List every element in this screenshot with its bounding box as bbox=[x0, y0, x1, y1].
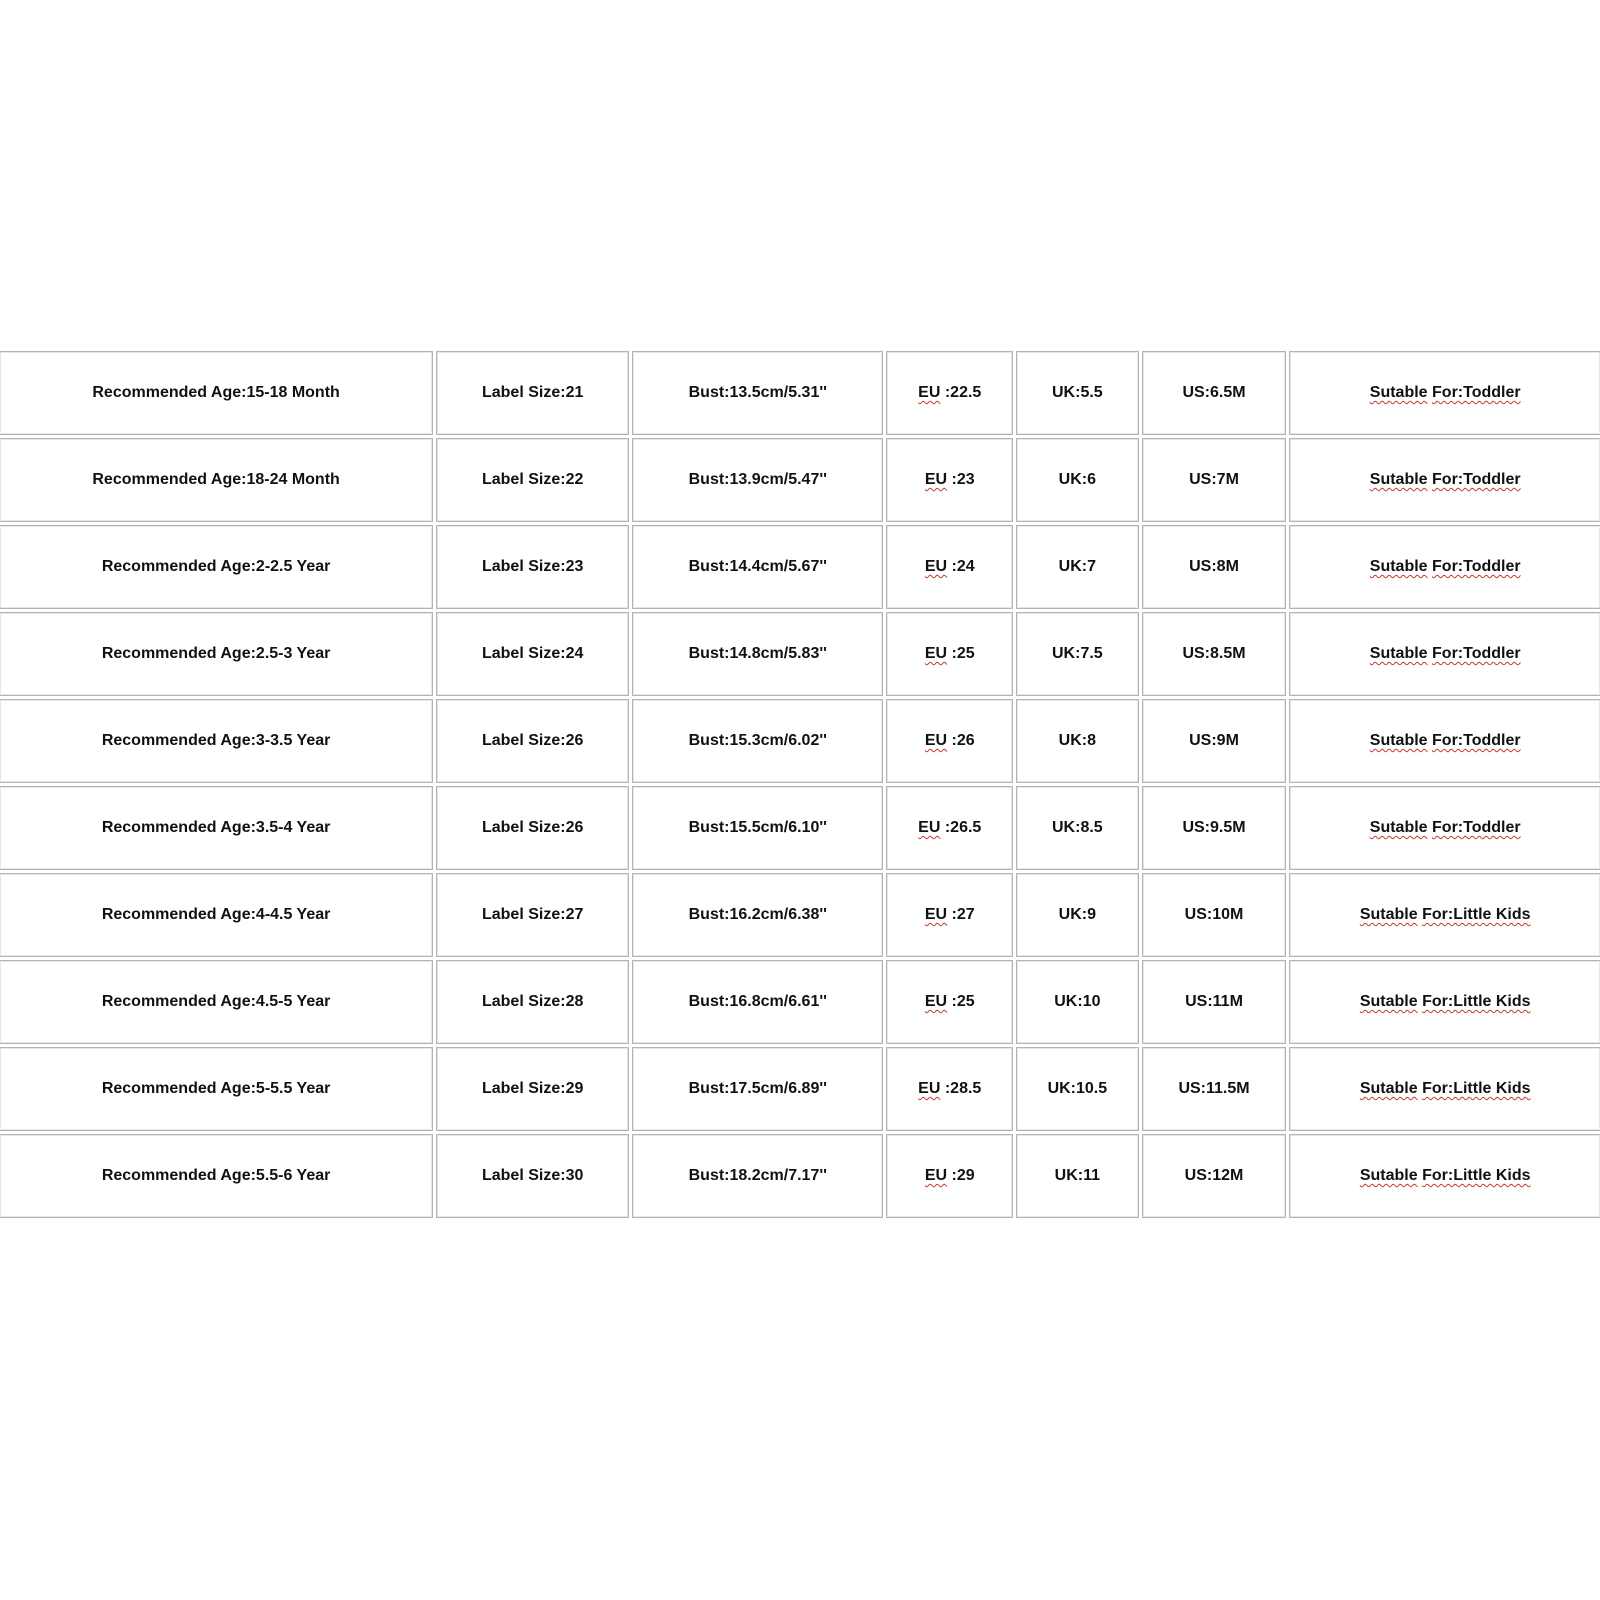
eu-prefix: EU bbox=[924, 471, 948, 488]
suitable-for-cell bbox=[1289, 1047, 1600, 1131]
eu-value: :24 bbox=[947, 558, 975, 575]
bust-cell: Bust:16.2cm/6.38'' bbox=[632, 873, 883, 957]
uk-size-cell: UK:11 bbox=[1016, 1134, 1139, 1218]
us-size-cell: US:10M bbox=[1142, 873, 1287, 957]
suitable-target: For:Toddler bbox=[1432, 558, 1521, 575]
label-size-cell: Label Size:30 bbox=[436, 1134, 629, 1218]
eu-value: :29 bbox=[947, 1167, 975, 1184]
us-size-cell: US:8.5M bbox=[1142, 612, 1287, 696]
age-cell: Recommended Age:2-2.5 Year bbox=[0, 525, 433, 609]
eu-size-cell bbox=[886, 699, 1013, 783]
age-cell: Recommended Age:18-24 Month bbox=[0, 438, 433, 522]
label-size-cell: Label Size:22 bbox=[436, 438, 629, 522]
eu-prefix: EU bbox=[924, 732, 948, 749]
label-size-cell: Label Size:26 bbox=[436, 786, 629, 870]
eu-size-cell bbox=[886, 786, 1013, 870]
suitable-target: For:Toddler bbox=[1432, 471, 1521, 488]
us-size-cell: US:9.5M bbox=[1142, 786, 1287, 870]
bust-cell: Bust:13.9cm/5.47'' bbox=[632, 438, 883, 522]
label-size-cell: Label Size:29 bbox=[436, 1047, 629, 1131]
eu-value: :23 bbox=[947, 471, 975, 488]
table-row bbox=[0, 525, 1600, 609]
suitable-for-cell bbox=[1289, 438, 1600, 522]
eu-size-cell bbox=[886, 1047, 1013, 1131]
suitable-target: For:Little Kids bbox=[1422, 906, 1531, 923]
eu-prefix: EU bbox=[918, 384, 941, 401]
eu-prefix: EU bbox=[924, 558, 948, 575]
table-row bbox=[0, 786, 1600, 870]
suitable-word: Sutable bbox=[1369, 471, 1428, 488]
table-row bbox=[0, 1134, 1600, 1218]
us-size-cell: US:7M bbox=[1142, 438, 1287, 522]
suitable-for-cell bbox=[1289, 699, 1600, 783]
us-size-cell: US:6.5M bbox=[1142, 351, 1287, 435]
label-size-cell: Label Size:23 bbox=[436, 525, 629, 609]
suitable-word: Sutable bbox=[1369, 558, 1428, 575]
eu-prefix: EU bbox=[918, 1080, 941, 1097]
uk-size-cell: UK:10.5 bbox=[1016, 1047, 1139, 1131]
age-cell: Recommended Age:4-4.5 Year bbox=[0, 873, 433, 957]
suitable-for-cell bbox=[1289, 351, 1600, 435]
age-cell: Recommended Age:3-3.5 Year bbox=[0, 699, 433, 783]
uk-size-cell: UK:8 bbox=[1016, 699, 1139, 783]
age-cell: Recommended Age:15-18 Month bbox=[0, 351, 433, 435]
suitable-target: For:Toddler bbox=[1432, 384, 1521, 401]
eu-prefix: EU bbox=[924, 906, 948, 923]
eu-value: :26 bbox=[947, 732, 975, 749]
suitable-for-cell bbox=[1289, 1134, 1600, 1218]
eu-value: :26.5 bbox=[940, 819, 982, 836]
age-cell: Recommended Age:5.5-6 Year bbox=[0, 1134, 433, 1218]
table-row bbox=[0, 873, 1600, 957]
suitable-target: For:Toddler bbox=[1432, 732, 1521, 749]
us-size-cell: US:11.5M bbox=[1142, 1047, 1287, 1131]
eu-size-cell bbox=[886, 1134, 1013, 1218]
eu-size-cell bbox=[886, 438, 1013, 522]
uk-size-cell: UK:6 bbox=[1016, 438, 1139, 522]
eu-size-cell bbox=[886, 960, 1013, 1044]
eu-size-cell bbox=[886, 351, 1013, 435]
eu-prefix: EU bbox=[918, 819, 941, 836]
bust-cell: Bust:15.5cm/6.10'' bbox=[632, 786, 883, 870]
suitable-word: Sutable bbox=[1359, 906, 1418, 923]
bust-cell: Bust:18.2cm/7.17'' bbox=[632, 1134, 883, 1218]
uk-size-cell: UK:9 bbox=[1016, 873, 1139, 957]
table-row bbox=[0, 1047, 1600, 1131]
suitable-for-cell bbox=[1289, 612, 1600, 696]
size-chart-table bbox=[0, 348, 1600, 1221]
bust-cell: Bust:16.8cm/6.61'' bbox=[632, 960, 883, 1044]
age-cell: Recommended Age:5-5.5 Year bbox=[0, 1047, 433, 1131]
bust-cell: Bust:15.3cm/6.02'' bbox=[632, 699, 883, 783]
table-row bbox=[0, 351, 1600, 435]
us-size-cell: US:12M bbox=[1142, 1134, 1287, 1218]
age-cell: Recommended Age:3.5-4 Year bbox=[0, 786, 433, 870]
suitable-word: Sutable bbox=[1369, 645, 1428, 662]
us-size-cell: US:8M bbox=[1142, 525, 1287, 609]
label-size-cell: Label Size:24 bbox=[436, 612, 629, 696]
age-cell: Recommended Age:2.5-3 Year bbox=[0, 612, 433, 696]
age-cell: Recommended Age:4.5-5 Year bbox=[0, 960, 433, 1044]
suitable-for-cell bbox=[1289, 786, 1600, 870]
table-row bbox=[0, 960, 1600, 1044]
suitable-word: Sutable bbox=[1369, 732, 1428, 749]
label-size-cell: Label Size:26 bbox=[436, 699, 629, 783]
table-row bbox=[0, 438, 1600, 522]
eu-value: :25 bbox=[947, 645, 975, 662]
eu-prefix: EU bbox=[924, 1167, 948, 1184]
suitable-for-cell bbox=[1289, 873, 1600, 957]
suitable-word: Sutable bbox=[1369, 819, 1428, 836]
eu-value: :22.5 bbox=[940, 384, 982, 401]
us-size-cell: US:9M bbox=[1142, 699, 1287, 783]
eu-value: :28.5 bbox=[940, 1080, 982, 1097]
uk-size-cell: UK:7.5 bbox=[1016, 612, 1139, 696]
bust-cell: Bust:13.5cm/5.31'' bbox=[632, 351, 883, 435]
label-size-cell: Label Size:28 bbox=[436, 960, 629, 1044]
suitable-target: For:Little Kids bbox=[1422, 1080, 1531, 1097]
suitable-for-cell bbox=[1289, 525, 1600, 609]
eu-size-cell bbox=[886, 873, 1013, 957]
bust-cell: Bust:17.5cm/6.89'' bbox=[632, 1047, 883, 1131]
suitable-word: Sutable bbox=[1369, 384, 1428, 401]
eu-prefix: EU bbox=[924, 645, 948, 662]
bust-cell: Bust:14.8cm/5.83'' bbox=[632, 612, 883, 696]
suitable-target: For:Toddler bbox=[1432, 645, 1521, 662]
us-size-cell: US:11M bbox=[1142, 960, 1287, 1044]
size-chart-body bbox=[0, 351, 1600, 1218]
uk-size-cell: UK:5.5 bbox=[1016, 351, 1139, 435]
uk-size-cell: UK:10 bbox=[1016, 960, 1139, 1044]
table-row bbox=[0, 699, 1600, 783]
suitable-word: Sutable bbox=[1359, 1080, 1418, 1097]
suitable-for-cell bbox=[1289, 960, 1600, 1044]
eu-value: :25 bbox=[947, 993, 975, 1010]
suitable-word: Sutable bbox=[1359, 1167, 1418, 1184]
suitable-target: For:Little Kids bbox=[1422, 993, 1531, 1010]
table-row bbox=[0, 612, 1600, 696]
uk-size-cell: UK:7 bbox=[1016, 525, 1139, 609]
bust-cell: Bust:14.4cm/5.67'' bbox=[632, 525, 883, 609]
eu-size-cell bbox=[886, 612, 1013, 696]
eu-value: :27 bbox=[947, 906, 975, 923]
suitable-target: For:Toddler bbox=[1432, 819, 1521, 836]
label-size-cell: Label Size:27 bbox=[436, 873, 629, 957]
eu-size-cell bbox=[886, 525, 1013, 609]
eu-prefix: EU bbox=[924, 993, 948, 1010]
suitable-target: For:Little Kids bbox=[1422, 1167, 1531, 1184]
suitable-word: Sutable bbox=[1359, 993, 1418, 1010]
label-size-cell: Label Size:21 bbox=[436, 351, 629, 435]
uk-size-cell: UK:8.5 bbox=[1016, 786, 1139, 870]
